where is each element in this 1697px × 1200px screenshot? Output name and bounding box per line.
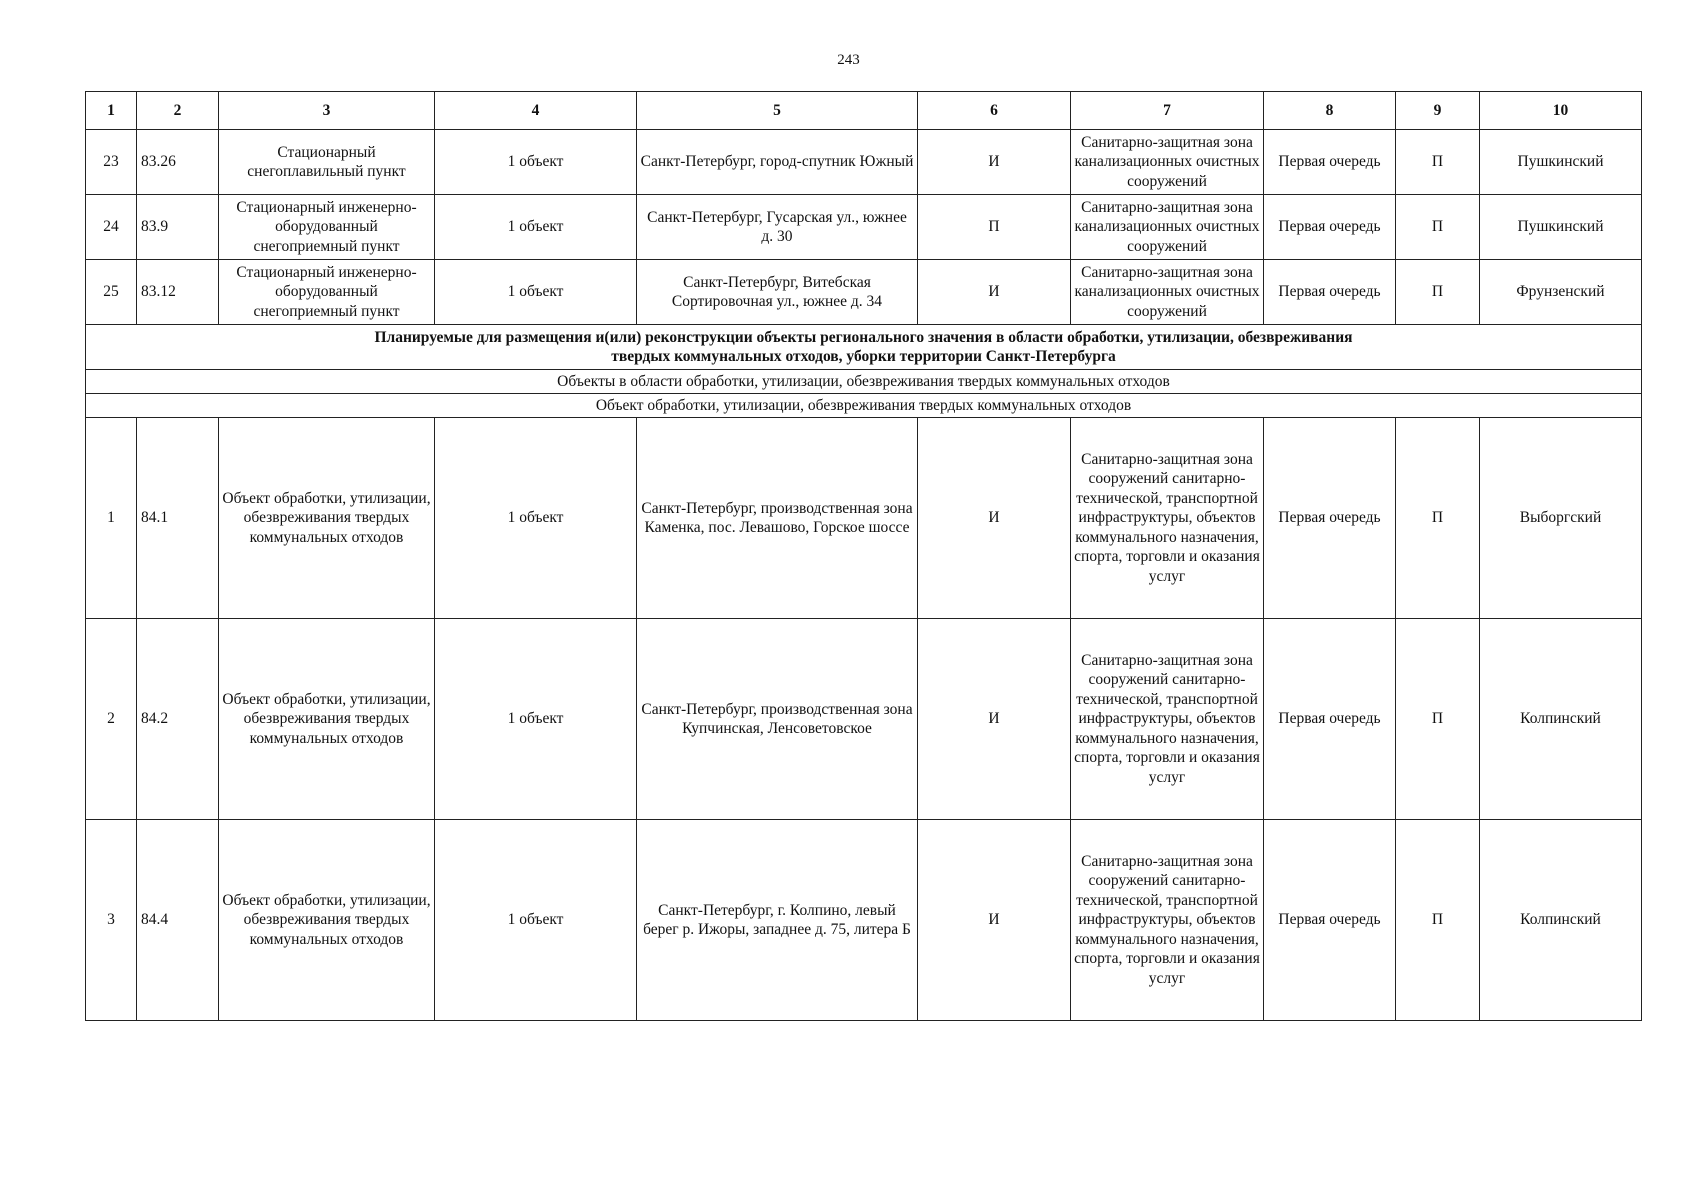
header-cell: 5 (637, 92, 918, 130)
object-code: 84.1 (137, 418, 219, 619)
object-count: 1 объект (435, 418, 637, 619)
object-status: И (918, 130, 1071, 195)
object-stage: Первая очередь (1264, 619, 1396, 820)
object-name: Стационарный снегоплавильный пункт (219, 130, 435, 195)
subsection-heading: Объекты в области обработки, утилизации, обезвреживания твердых коммунальных отходов (86, 370, 1642, 394)
row-number: 1 (86, 418, 137, 619)
object-mark: П (1396, 260, 1480, 325)
object-mark: П (1396, 195, 1480, 260)
object-mark: П (1396, 820, 1480, 1021)
header-cell: 10 (1480, 92, 1642, 130)
subsection-heading: Объект обработки, утилизации, обезвреживания твердых коммунальных отходов (86, 394, 1642, 418)
object-name: Объект обработки, утилизации, обезвреживания твердых коммунальных отходов (219, 619, 435, 820)
header-cell: 9 (1396, 92, 1480, 130)
object-name: Стационарный инженерно-оборудованный снегоприемный пункт (219, 260, 435, 325)
table-row (86, 260, 1642, 325)
object-district: Фрунзенский (1480, 260, 1642, 325)
object-count: 1 объект (435, 260, 637, 325)
object-district: Колпинский (1480, 619, 1642, 820)
object-status: И (918, 820, 1071, 1021)
object-code: 83.26 (137, 130, 219, 195)
object-location: Санкт-Петербург, город-спутник Южный (637, 130, 918, 195)
object-district: Выборгский (1480, 418, 1642, 619)
object-district: Пушкинский (1480, 130, 1642, 195)
table-row (86, 619, 1642, 820)
header-cell: 7 (1071, 92, 1264, 130)
header-cell: 1 (86, 92, 137, 130)
object-zone: Санитарно-защитная зона канализационных очистных сооружений (1071, 260, 1264, 325)
object-stage: Первая очередь (1264, 418, 1396, 619)
row-number: 23 (86, 130, 137, 195)
header-row (86, 92, 1642, 130)
object-code: 84.4 (137, 820, 219, 1021)
object-zone: Санитарно-защитная зона канализационных очистных сооружений (1071, 195, 1264, 260)
table-row (86, 195, 1642, 260)
object-count: 1 объект (435, 619, 637, 820)
object-mark: П (1396, 130, 1480, 195)
table-row (86, 820, 1642, 1021)
object-code: 83.12 (137, 260, 219, 325)
object-location: Санкт-Петербург, производственная зона Купчинская, Ленсоветовское (637, 619, 918, 820)
object-mark: П (1396, 619, 1480, 820)
row-number: 2 (86, 619, 137, 820)
table-row (86, 130, 1642, 195)
header-cell: 2 (137, 92, 219, 130)
object-location: Санкт-Петербург, Витебская Сортировочная ул., южнее д. 34 (637, 260, 918, 325)
object-code: 84.2 (137, 619, 219, 820)
object-mark: П (1396, 418, 1480, 619)
object-stage: Первая очередь (1264, 195, 1396, 260)
object-location: Санкт-Петербург, производственная зона Каменка, пос. Левашово, Горское шоссе (637, 418, 918, 619)
object-zone: Санитарно-защитная зона сооружений санитарно-технической, транспортной инфраструктуры, объектов коммунального назначения, спорта, торговли и оказания услуг (1071, 820, 1264, 1021)
object-location: Санкт-Петербург, г. Колпино, левый берег р. Ижоры, западнее д. 75, литера Б (637, 820, 918, 1021)
object-stage: Первая очередь (1264, 130, 1396, 195)
subsection-row (86, 394, 1642, 418)
object-status: И (918, 619, 1071, 820)
header-cell: 8 (1264, 92, 1396, 130)
planning-table (85, 91, 1642, 1021)
section-heading-line: твердых коммунальных отходов, уборки территории Санкт-Петербурга (611, 348, 1116, 365)
header-cell: 4 (435, 92, 637, 130)
table-row (86, 418, 1642, 619)
row-number: 25 (86, 260, 137, 325)
object-code: 83.9 (137, 195, 219, 260)
object-zone: Санитарно-защитная зона канализационных очистных сооружений (1071, 130, 1264, 195)
object-count: 1 объект (435, 195, 637, 260)
header-cell: 6 (918, 92, 1071, 130)
section-heading-row (86, 325, 1642, 370)
section-heading (86, 325, 1642, 370)
row-number: 24 (86, 195, 137, 260)
header-cell: 3 (219, 92, 435, 130)
row-number: 3 (86, 820, 137, 1021)
object-name: Стационарный инженерно-оборудованный снегоприемный пункт (219, 195, 435, 260)
section-heading-line: Планируемые для размещения и(или) реконструкции объекты регионального значения в области обработки, утилизации, обезвреживания (374, 328, 1353, 346)
object-district: Колпинский (1480, 820, 1642, 1021)
page-number: 243 (837, 52, 860, 68)
object-district: Пушкинский (1480, 195, 1642, 260)
object-count: 1 объект (435, 820, 637, 1021)
object-count: 1 объект (435, 130, 637, 195)
object-location: Санкт-Петербург, Гусарская ул., южнее д. 30 (637, 195, 918, 260)
object-name: Объект обработки, утилизации, обезвреживания твердых коммунальных отходов (219, 820, 435, 1021)
object-zone: Санитарно-защитная зона сооружений санитарно-технической, транспортной инфраструктуры, объектов коммунального назначения, спорта, торговли и оказания услуг (1071, 619, 1264, 820)
object-stage: Первая очередь (1264, 820, 1396, 1021)
object-status: П (918, 195, 1071, 260)
subsection-row (86, 370, 1642, 394)
object-zone: Санитарно-защитная зона сооружений санитарно-технической, транспортной инфраструктуры, объектов коммунального назначения, спорта, торговли и оказания услуг (1071, 418, 1264, 619)
object-status: И (918, 418, 1071, 619)
object-name: Объект обработки, утилизации, обезвреживания твердых коммунальных отходов (219, 418, 435, 619)
object-status: И (918, 260, 1071, 325)
object-stage: Первая очередь (1264, 260, 1396, 325)
